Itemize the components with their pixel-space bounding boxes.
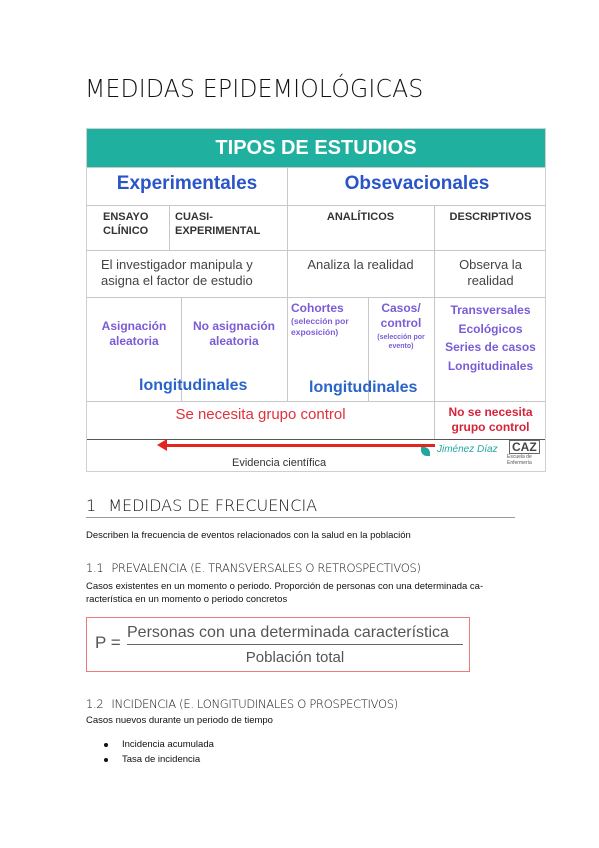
grupo-control-not-required: No se necesita grupo control (448, 405, 533, 434)
section-1-2-heading: 1.2 INCIDENCIA (E. LONGITUDINALES O PROSPECTIVOS) (86, 697, 398, 711)
evidencia-cientifica-label: Evidencia científica (232, 457, 327, 469)
section-1-text: Describen la frecuencia de eventos relacionados con la salud en la población (86, 530, 411, 541)
observacionales-label: Obsevacionales (344, 173, 490, 194)
section-1-1-heading: 1.1 PREVALENCIA (E. TRANSVERSALES O RETROSPECTIVOS) (86, 561, 421, 575)
asignacion-aleatoria: Asignación aleatoria (101, 319, 167, 348)
formula-denominator: Población total (245, 649, 345, 666)
figure-header: TIPOS DE ESTUDIOS (87, 129, 545, 167)
leaf-logo-icon (421, 447, 430, 456)
evidence-arrow (165, 444, 435, 447)
grid-line (87, 205, 545, 206)
descriptivos-label: DESCRIPTIVOS (449, 211, 532, 223)
formula-numerator: Personas con una determinada característica (127, 624, 449, 641)
descriptivos-description: Observa la realidad (459, 257, 522, 288)
experimentales-label: Experimentales (116, 173, 258, 194)
page-title: MEDIDAS EPIDEMIOLÓGICAS (85, 74, 424, 103)
cohortes-subtitle: (selección por exposición) (291, 316, 349, 337)
grid-line (87, 167, 545, 168)
experimental-description: El investigador manipula y asigna el factor de estudio (101, 257, 253, 288)
casos-control-label: Casos/ control (380, 301, 422, 330)
grupo-control-required: Se necesita grupo control (175, 406, 346, 423)
no-asignacion-aleatoria: No asignación aleatoria (192, 319, 275, 348)
analiticos-description: Analiza la realidad (307, 257, 414, 272)
section-1-heading: 1 MEDIDAS DE FRECUENCIA (86, 496, 515, 518)
grid-line (169, 205, 170, 250)
grid-line (87, 297, 545, 298)
analiticos-label: ANALÍTICOS (326, 211, 395, 223)
cuasi-experimental-label: CUASI- EXPERIMENTAL (175, 211, 261, 237)
descriptive-types: Transversales Ecológicos Series de casos Longitudinales (445, 303, 536, 373)
grid-line (87, 401, 545, 402)
bullet-icon (104, 743, 108, 747)
school-logo-subtitle: Escuela de Enfermería (507, 454, 532, 466)
list-item-label: Tasa de incidencia (122, 754, 201, 765)
cohortes-label: Cohortes (291, 301, 344, 315)
list-item (104, 737, 214, 752)
casos-control-cell (368, 301, 434, 351)
list-item (104, 752, 214, 767)
list-item-label: Incidencia acumulada (122, 739, 214, 750)
school-logo: CAZ (509, 440, 540, 454)
longitudinales-experimental: longitudinales (139, 377, 248, 394)
grid-line (287, 167, 288, 401)
incidence-list (104, 737, 214, 767)
cohortes-cell (291, 301, 367, 338)
section-1-2-text: Casos nuevos durante un periodo de tiempo (86, 715, 273, 726)
casos-subtitle: (selección por evento) (377, 334, 425, 350)
grid-line (87, 250, 545, 251)
ensayo-clinico-label: ENSAYO CLÍNICO (103, 211, 149, 237)
bullet-icon (104, 758, 108, 762)
study-types-figure (86, 128, 546, 472)
formula-fraction-line (127, 644, 463, 645)
formula-lhs: P = (95, 633, 121, 652)
logo-name: Jiménez Díaz (437, 444, 498, 455)
prevalence-formula (86, 617, 470, 672)
longitudinales-observacional: longitudinales (309, 379, 418, 396)
section-1-1-text: Casos existentes en un momento o periodo. Proporción de personas con una determinada ca- racterística en un momento o periodo concretos (86, 581, 484, 605)
grid-line (87, 439, 545, 440)
